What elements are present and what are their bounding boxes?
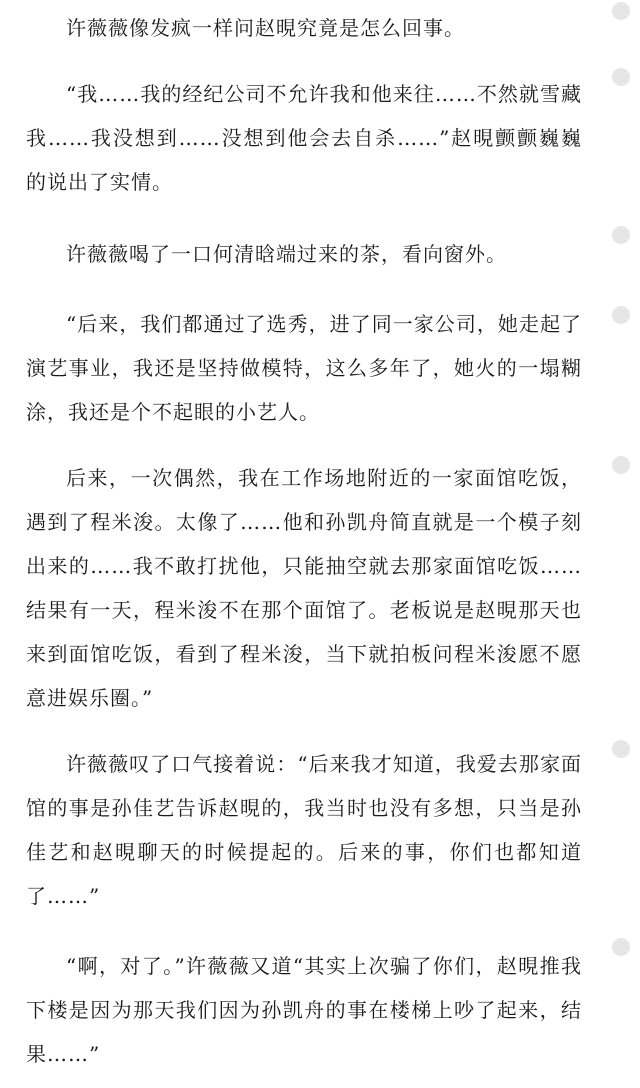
scroll-marker-dot (612, 938, 630, 956)
paragraph-7: “啊，对了。”许薇薇又道“其实上次骗了你们，赵晛推我下楼是因为那天我们因为孙凯舟的事在楼梯上吵了起来，结果……” (26, 954, 582, 1066)
paragraph-2: “我……我的经纪公司不允许我和他来往……不然就雪藏我……我没想到……没想到他会去自杀……”赵晛颤颤巍巍的说出了实情。 (26, 82, 582, 194)
scroll-marker-dot (612, 226, 630, 244)
scroll-marker-dot (612, 2, 630, 20)
scroll-marker-dot (612, 68, 630, 86)
scroll-marker-dot (612, 740, 630, 758)
scroll-marker-dot (612, 456, 630, 474)
paragraph-4: “后来，我们都通过了选秀，进了同一家公司，她走起了演艺事业，我还是坚持做模特，这么多年了，她火的一塌糊涂，我还是个不起眼的小艺人。 (26, 312, 582, 424)
paragraph-5: 后来，一次偶然，我在工作场地附近的一家面馆吃饭，遇到了程米浚。太像了……他和孙凯舟简直就是一个模子刻出来的……我不敢打扰他，只能抽空就去那家面馆吃饭……结果有一天，程米浚不在那个面馆了。老板说是赵晛那天也来到面馆吃饭，看到了程米浚，当下就拍板问程米浚愿不愿意进娱乐圈。” (26, 466, 582, 710)
scroll-marker-dot (612, 306, 630, 324)
paragraph-3: 许薇薇喝了一口何清晗端过来的茶，看向窗外。 (66, 242, 507, 266)
paragraph-1: 许薇薇像发疯一样问赵晛究竟是怎么回事。 (66, 16, 465, 40)
paragraph-6: 许薇薇叹了口气接着说：“后来我才知道，我爱去那家面馆的事是孙佳艺告诉赵晛的，我当时也没有多想，只当是孙佳艺和赵晛聊天的时候提起的。后来的事，你们也都知道了……” (26, 752, 582, 908)
